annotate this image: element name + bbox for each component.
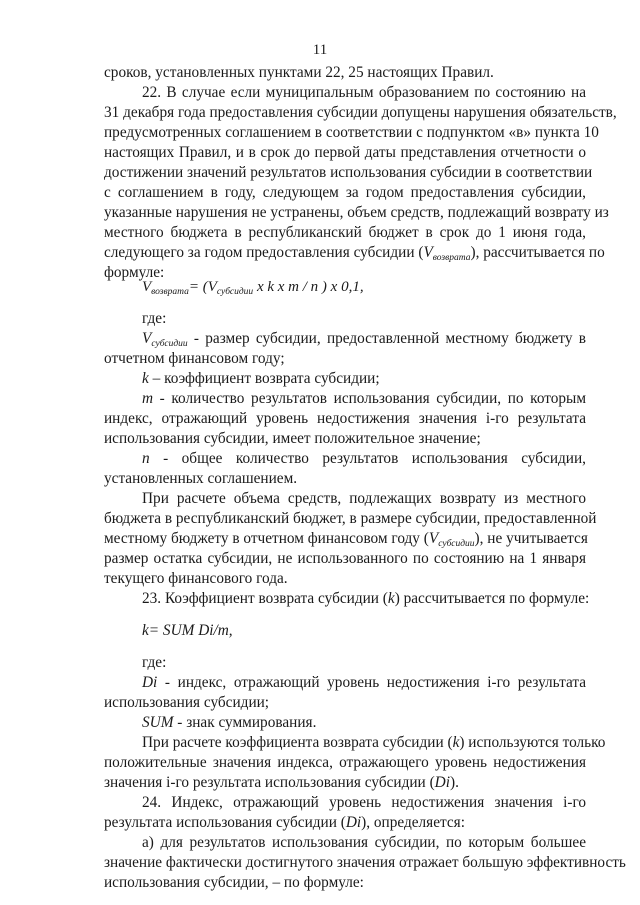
text-line: результата использования субсидии (Di), определяется: [104, 814, 465, 831]
text-line: местному бюджету в отчетном финансовом году $(V_{субсидии})$, не учитывается [104, 530, 588, 549]
text-line: формуле: [104, 264, 165, 281]
text-line: размер остатка субсидии, не использованного по состоянию на 1 января [104, 550, 586, 567]
text-line: значение фактически достигнутого значения отражает большую эффективность [104, 854, 626, 871]
definition-line: m - количество результатов использования субсидии, по которым [142, 390, 586, 407]
text-line: а) для результатов использования субсидии, по которым большее [142, 834, 586, 851]
text-line: сроков, установленных пунктами 22, 25 настоящих Правил. [104, 64, 494, 81]
text-line: с соглашением в году, следующем за годом предоставления субсидии, [104, 184, 586, 201]
where-label: где: [142, 310, 167, 327]
text-line: использования субсидии, – по формуле: [104, 874, 364, 891]
text-line: индекс, отражающий уровень недостижения значения i-го результата [104, 410, 586, 427]
text-line: достижении значений результатов использования субсидии в соответствии [104, 164, 593, 181]
text-line: установленных соглашением. [104, 470, 298, 487]
definition-line: $V_{субсидии}$ - размер субсидии, предоставленной местному бюджету в [142, 330, 586, 349]
paragraph-23: 23. Коэффициент возврата субсидии (k) рассчитывается по формуле: [142, 590, 590, 607]
text-line: 31 декабря года предоставления субсидии допущены нарушения обязательств, [104, 104, 617, 121]
definition-line: SUM - знак суммирования. [142, 714, 317, 731]
text-line: местного бюджета в республиканский бюджет в срок до 1 июня года, [104, 224, 586, 241]
text-line: положительные значения индекса, отражающего уровень недостижения [104, 754, 586, 771]
definition-line: n - общее количество результатов использования субсидии, [142, 450, 586, 467]
text-line: использования субсидии; [104, 694, 270, 711]
text-line: использования субсидии, имеет положительное значение; [104, 430, 481, 447]
text-line: предусмотренных соглашением в соответствии с подпунктом «в» пункта 10 [104, 124, 599, 141]
text-line: бюджета в республиканский бюджет, в размере субсидии, предоставленной [104, 510, 597, 527]
text-line: настоящих Правил, и в срок до первой даты представления отчетности о [104, 144, 586, 161]
text-line: следующего за годом предоставления субсидии $(V_{возврата})$, рассчитывается по [104, 244, 605, 263]
formula-coefficient: k= SUM Di/m, [142, 622, 233, 639]
definition-line: Di - индекс, отражающий уровень недостижения i-го результата [142, 674, 586, 691]
definition-line: k – коэффициент возврата субсидии; [142, 370, 380, 387]
text-line: текущего финансового года. [104, 570, 288, 587]
text-line: указанные нарушения не устранены, объем средств, подлежащий возврату из [104, 204, 609, 221]
text-line: При расчете коэффициента возврата субсидии (k) используются только [142, 734, 606, 751]
formula-return-volume: $V_{возврата}= (V_{субсидии}$ x k x m / n ) x 0,1, [142, 279, 364, 297]
text-line: отчетном финансовом году; [104, 350, 285, 367]
page-number: 11 [312, 42, 328, 58]
text-line: При расчете объема средств, подлежащих возврату из местного [142, 490, 586, 507]
text-line: значения i-го результата использования субсидии (Di). [104, 774, 459, 791]
paragraph-24: 24. Индекс, отражающий уровень недостижения значения i-го [142, 794, 586, 811]
paragraph-22-line: 22. В случае если муниципальным образованием по состоянию на [142, 84, 586, 101]
where-label: где: [142, 654, 167, 671]
